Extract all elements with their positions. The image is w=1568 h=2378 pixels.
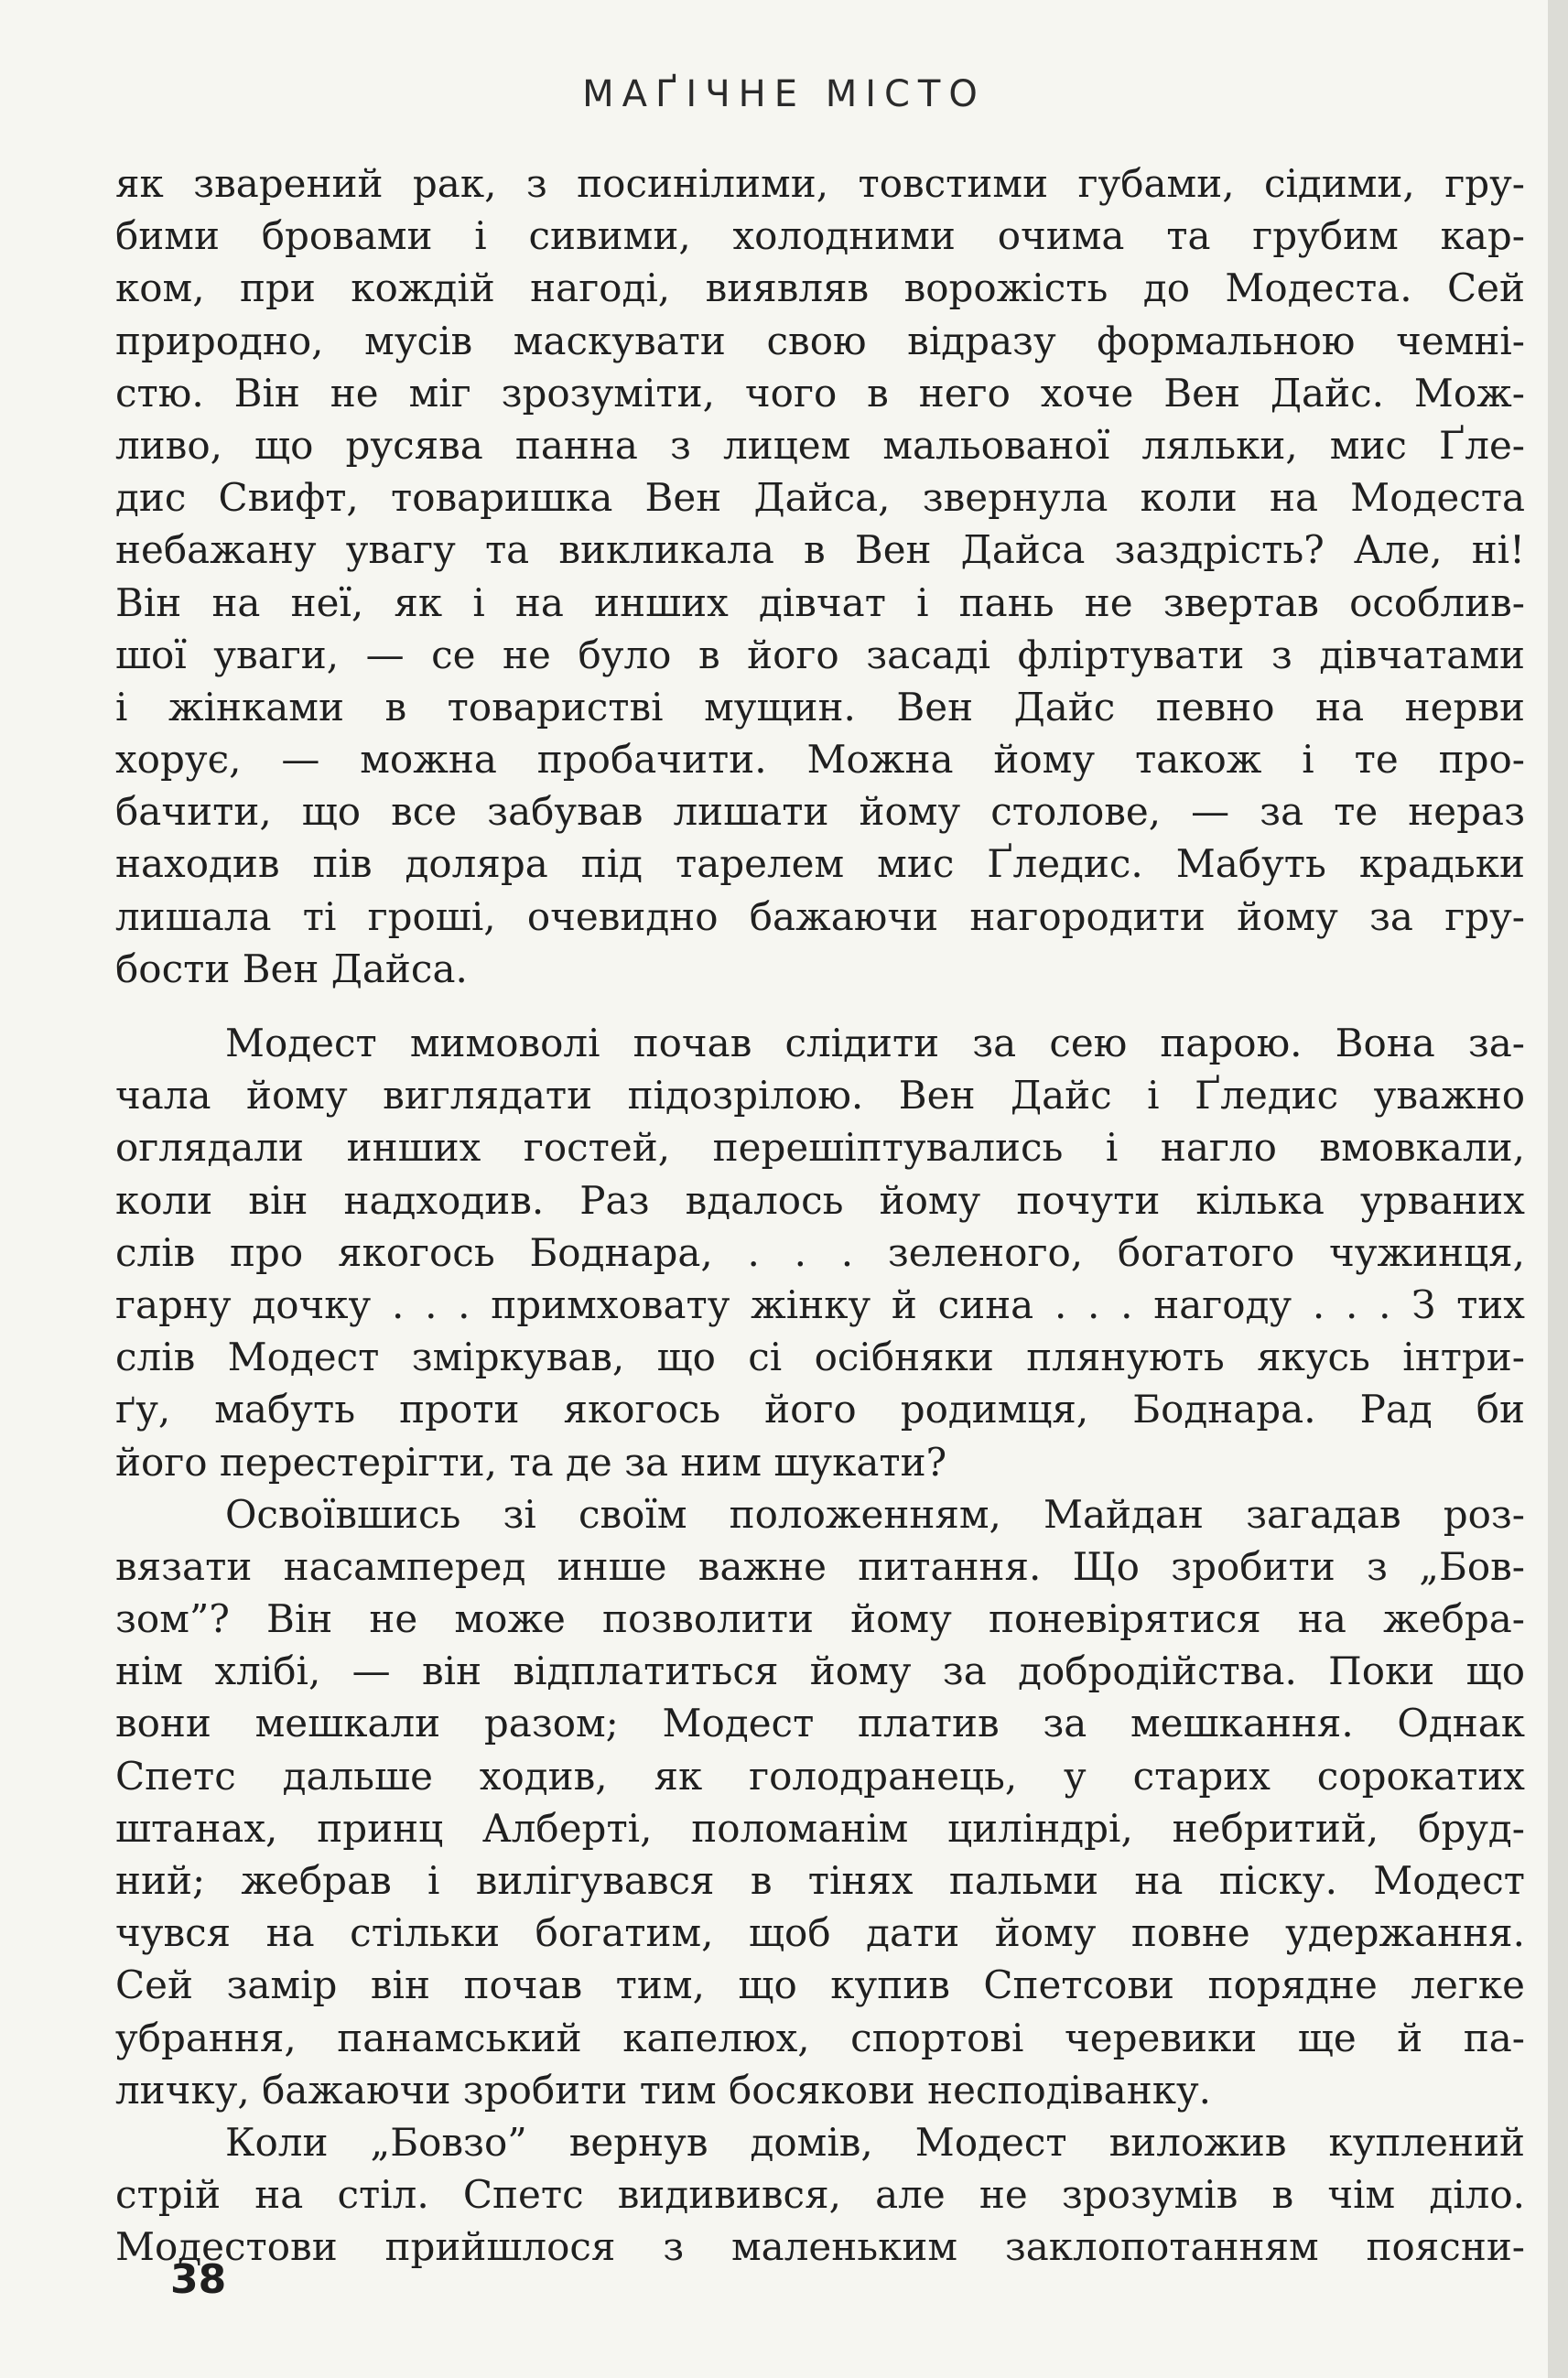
text-line: Спетс дальше ходив, як голодранець, у старих сорокатих	[115, 1753, 1525, 1799]
text-line: вязати насамперед инше важне питання. Що зробити з „Бов-	[115, 1543, 1525, 1589]
paragraph	[115, 1488, 1525, 2116]
text-line: шої уваги, — се не було в його засаді фліртувати з дівчатами	[115, 632, 1525, 677]
text-line: гарну дочку . . . примховату жінку й сина . . . нагоду . . . З тих	[115, 1281, 1525, 1327]
paragraph	[115, 2116, 1525, 2274]
text-line: убрання, панамський капелюх, спортові черевики ще й па-	[115, 2015, 1525, 2060]
text-line: дис Свифт, товаришка Вен Дайса, звернула коли на Модеста	[115, 475, 1525, 521]
text-line: як зварений рак, з посинілими, товстими губами, сідими, гру-	[115, 161, 1525, 206]
text-line: зом”? Він не може позволити йому поневірятися на жебра-	[115, 1596, 1525, 1642]
text-line: його перестерігти, та де за ним шукати?	[115, 1439, 947, 1485]
text-line: природно, мусів маскувати свою відразу формальною чемні-	[115, 318, 1525, 363]
text-line: личку, бажаючи зробити тим босякови несподіванку.	[115, 2067, 1212, 2113]
text-line: находив пів доляра під тарелем мис Ґледис. Мабуть крадьки	[115, 841, 1525, 887]
paragraph	[115, 157, 1525, 995]
text-line: Коли „Бовзо” вернув домів, Модест виложив куплений	[225, 2119, 1525, 2165]
running-head: МАҐІЧНЕ МІСТО	[582, 73, 986, 115]
text-line: ний; жебрав і вилігувався в тінях пальми на піску. Модест	[115, 1858, 1525, 1903]
body-text	[115, 157, 1525, 2274]
text-line: ґу, мабуть проти якогось його родимця, Боднара. Рад би	[115, 1387, 1525, 1432]
text-line: вони мешкали разом; Модест платив за мешкання. Однак	[115, 1701, 1525, 1746]
paragraph	[115, 1017, 1525, 1488]
text-line: небажану увагу та викликала в Вен Дайса заздрість? Але, ні!	[115, 527, 1525, 573]
text-line: Сей замір він почав тим, що купив Спетсови порядне легке	[115, 1962, 1525, 2008]
text-line: Модестови прийшлося з маленьким заклопотанням поясни-	[115, 2224, 1525, 2270]
text-line: хорує, — можна пробачити. Можна йому також і те про-	[115, 737, 1525, 783]
text-line: бости Вен Дайса.	[115, 946, 468, 991]
text-line: Освоївшись зі своїм положенням, Майдан загадав роз-	[225, 1491, 1525, 1537]
text-line: нім хлібі, — він відплатиться йому за добродійства. Поки що	[115, 1648, 1525, 1694]
text-line: коли він надходив. Раз вдалось йому почути кілька урваних	[115, 1177, 1525, 1223]
text-line: і жінками в товаристві мущин. Вен Дайс певно на нерви	[115, 684, 1525, 730]
text-line: стю. Він не міг зрозуміти, чого в него хоче Вен Дайс. Мож-	[115, 370, 1525, 416]
text-line: ком, при кождій нагоді, виявляв ворожість до Модеста. Сей	[115, 265, 1525, 311]
text-line: чувся на стільки богатим, щоб дати йому повне удержання.	[115, 1910, 1525, 1956]
text-line: бачити, що все забував лишати йому столове, — за те нераз	[115, 789, 1525, 835]
text-line: слів Модест зміркував, що сі осібняки плянують якусь інтри-	[115, 1335, 1525, 1380]
text-line: оглядали инших гостей, перешіптувались і нагло вмовкали,	[115, 1125, 1525, 1171]
text-line: лишала ті гроші, очевидно бажаючи нагородити йому за гру-	[115, 893, 1525, 939]
text-line: бими бровами і сивими, холодними очима та грубим кар-	[115, 213, 1525, 259]
text-line: ливо, що русява панна з лицем мальованої ляльки, мис Ґле-	[115, 422, 1525, 468]
page-number: 38	[170, 2256, 227, 2303]
text-line: стрій на стіл. Спетс видивився, але не зрозумів в чім діло.	[115, 2172, 1525, 2218]
text-line: штанах, принц Алберті, поломанім циліндрі, небритий, бруд-	[115, 1805, 1525, 1851]
text-line: Він на неї, як і на инших дівчат і пань не звертав особлив-	[115, 579, 1525, 625]
text-line: чала йому виглядати підозрілою. Вен Дайс і Ґледис уважно	[115, 1073, 1525, 1119]
text-line: слів про якогось Боднара, . . . зеленого, богатого чужинця,	[115, 1229, 1525, 1275]
text-line: Модест мимоволі почав слідити за сею парою. Вона за-	[225, 1021, 1525, 1065]
